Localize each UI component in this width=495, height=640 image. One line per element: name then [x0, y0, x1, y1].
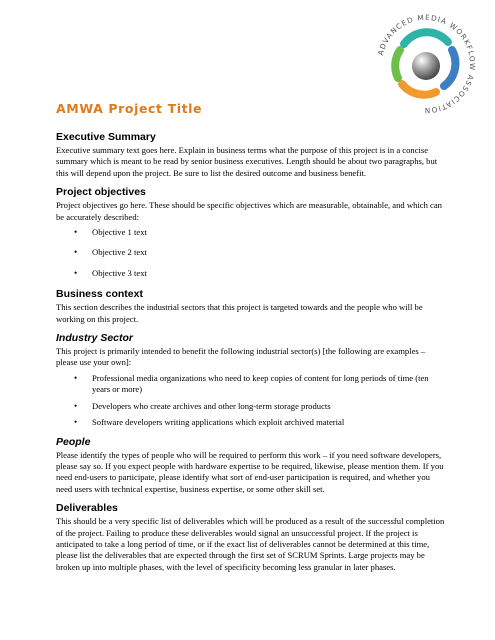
list-item: • Objective 2 text: [56, 247, 446, 258]
page-title: AMWA Project Title: [56, 101, 203, 116]
section-text: This project is primarily intended to benefit the following industrial sector(s) [the following are examples – please use your own]:: [56, 346, 426, 368]
section-text: Please identify the types of people who will be required to perform this work – if you need software developers, please say so. If you expect people with hardware expertise to be required, likewise, please mention them. If you need end-users to participate, please identify what sort of end-user participation is required, and whether you need users with technical expertise, business expertise, or some other skill set.: [56, 449, 444, 494]
section-deliverables: [56, 502, 446, 573]
section-business-context: [56, 288, 446, 325]
industry-list: [56, 373, 446, 429]
logo-text: ADVANCED MEDIA WORKFLOW ASSOCIATION: [375, 12, 478, 116]
section-project-objectives: [56, 186, 446, 279]
list-item: • Objective 3 text: [56, 268, 446, 279]
section-heading: Business context: [56, 288, 143, 301]
logo-sphere: [412, 52, 440, 80]
section-heading: Deliverables: [56, 502, 118, 515]
logo-swoosh-blue: [444, 50, 455, 86]
logo-swoosh-green: [395, 50, 400, 78]
section-executive-summary: [56, 131, 446, 179]
list-item: • Objective 1 text: [56, 227, 446, 238]
logo-swoosh-teal: [404, 32, 448, 44]
document-body: [56, 101, 446, 577]
section-heading: People: [56, 435, 91, 448]
section-heading: Executive Summary: [56, 131, 156, 143]
section-text: Project objectives go here. These should be specific objectives which are measurable, obtainable, and which can be accurately described:: [56, 200, 442, 222]
section-text: This section describes the industrial sectors that this project is targeted towards and the people who will be working on this project.: [56, 302, 423, 324]
section-heading: Project objectives: [56, 186, 146, 199]
objectives-list: [56, 227, 446, 279]
section-people: [56, 436, 446, 496]
section-text: This should be a very specific list of deliverables which will be produced as a result of the successful completion of the project. Failing to produce these deliverables would signal an unsuccessful project. If the project is anticipated to take a long period of time, or if the exact list of deliverables cannot be determined at this time, please list the deliverables that are expected through the first set of SCRUM Sprints. Large projects may be broken up into multiple phases, with the level of specificity becoming less granular in later phases.: [56, 516, 445, 572]
list-item: • Software developers writing applications which exploit archived material: [56, 417, 446, 428]
list-item: • Developers who create archives and other long-term storage products: [56, 401, 446, 412]
logo-swoosh-orange: [402, 84, 436, 95]
section-text: Executive summary text goes here. Explain in business terms what the purpose of this project is in a concise summary which is meant to be read by senior business executives. Length should be about two paragraphs, but this will depend upon the project. Be sure to list the desired outcome and business benefit.: [56, 145, 438, 178]
section-industry-sector: [56, 332, 446, 428]
list-item: • Professional media organizations who need to keep copies of content for long periods of time (ten years or more): [56, 373, 446, 396]
section-heading: Industry Sector: [56, 332, 134, 345]
